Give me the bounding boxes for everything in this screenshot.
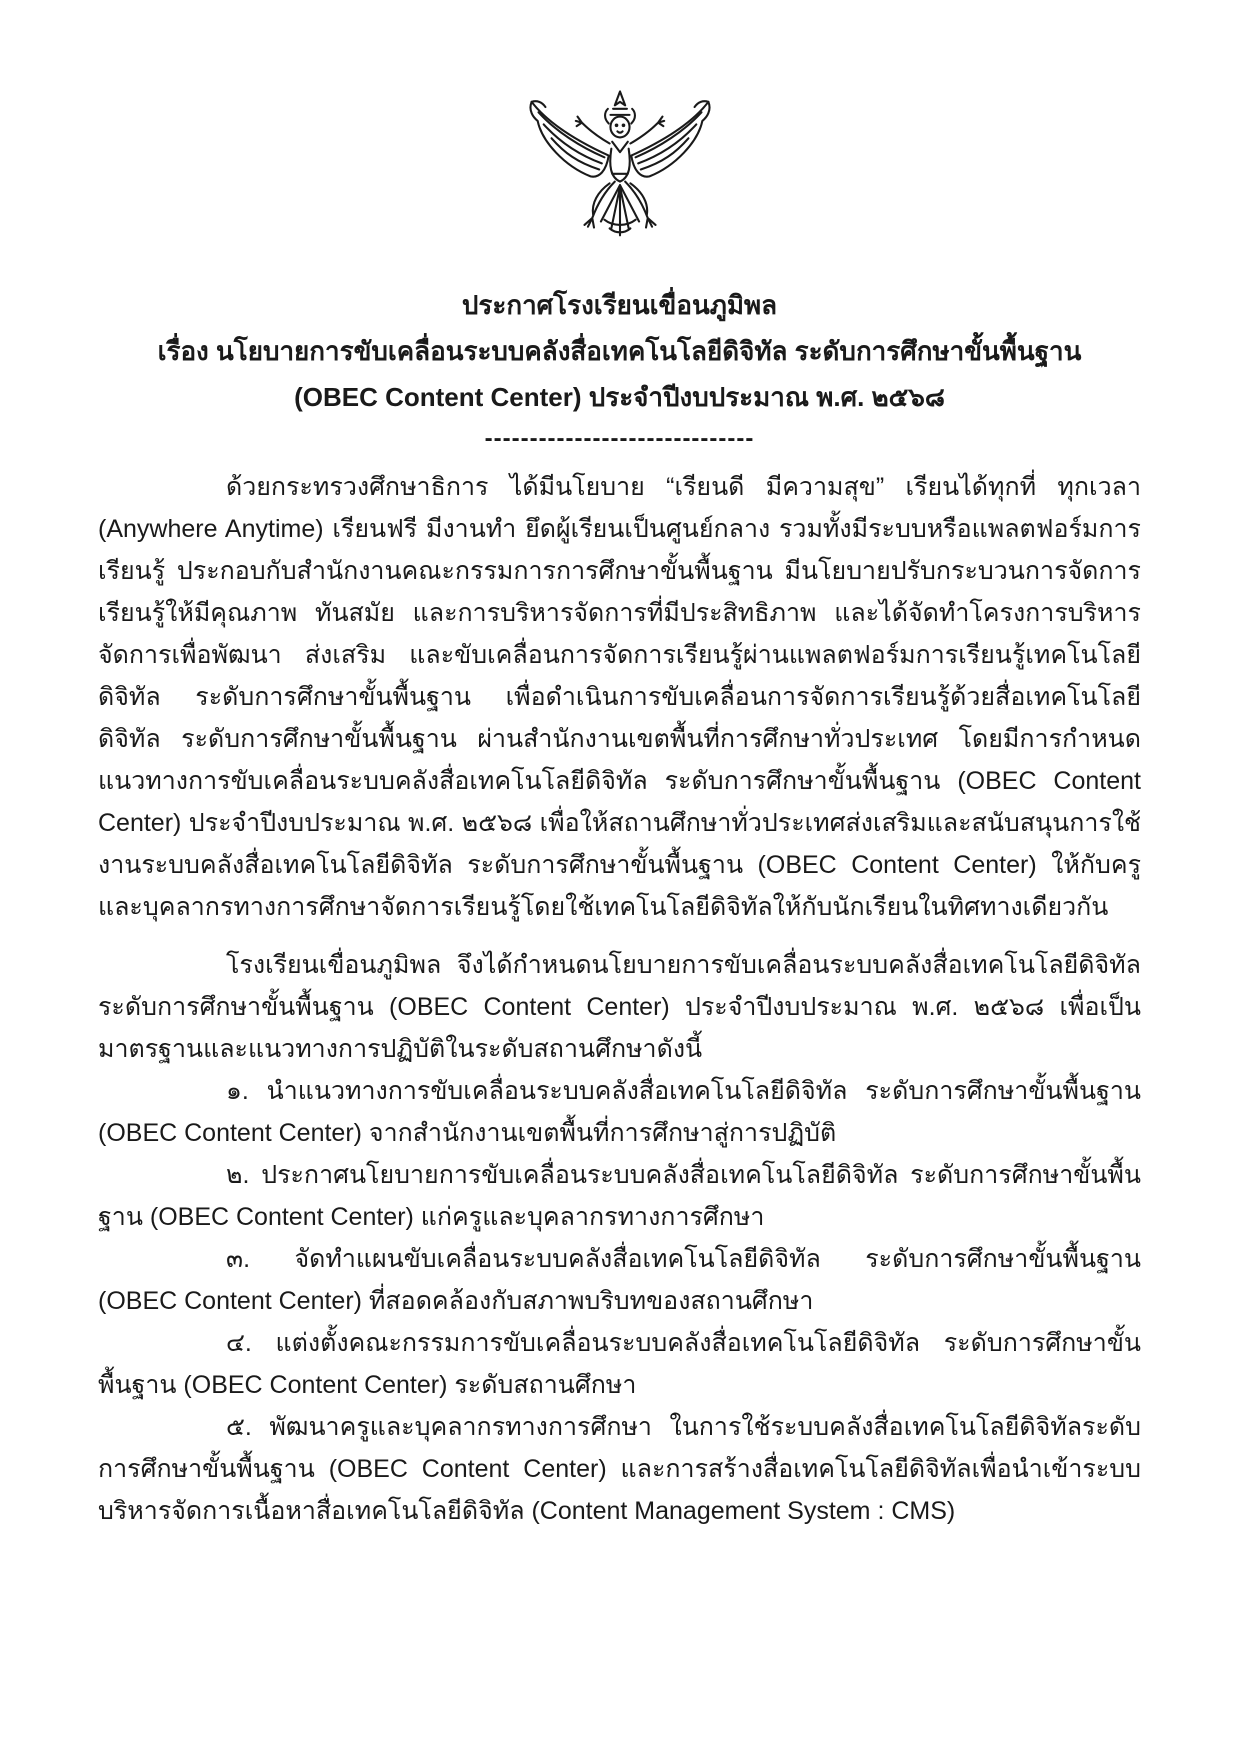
policy-item-3-text: จัดทำแผนขับเคลื่อนระบบคลังสื่อเทคโนโลยีดิจิทัล ระดับการศึกษาขั้นพื้นฐาน (OBEC Content Center) ที่สอดคล้องกับสภาพบริบทของสถานศึกษา	[98, 1245, 1141, 1315]
garuda-emblem-icon	[489, 88, 751, 270]
body-paragraph-2: โรงเรียนเขื่อนภูมิพล จึงได้กำหนดนโยบายการขับเคลื่อนระบบคลังสื่อเทคโนโลยีดิจิทัล ระดับการศึกษาขั้นพื้นฐาน (OBEC Content Center) ประจำปีงบประมาณ พ.ศ. ๒๕๖๘ เพื่อเป็นมาตรฐานและแนวทางการปฏิบัติในระดับสถานศึกษาดังนี้	[98, 951, 1141, 1063]
policy-item-5-text: พัฒนาครูและบุคลากรทางการศึกษา ในการใช้ระบบคลังสื่อเทคโนโลยีดิจิทัลระดับการศึกษาขั้นพื้นฐาน (OBEC Content Center) และการสร้างสื่อเทคโนโลยีดิจิทัลเพื่อนำเข้าระบบบริหารจัดการเนื้อหาสื่อเทคโนโลยีดิจิทัล (Content Management System : CMS)	[98, 1413, 1141, 1525]
policy-item-4-number: ๔.	[226, 1329, 252, 1357]
policy-item-2-number: ๒.	[226, 1161, 250, 1189]
document-title-line-2: เรื่อง นโยบายการขับเคลื่อนระบบคลังสื่อเทคโนโลยีดิจิทัล ระดับการศึกษาขั้นพื้นฐาน	[157, 336, 1082, 366]
policy-item-5-number: ๕.	[226, 1413, 252, 1441]
policy-item-2	[98, 1154, 1141, 1238]
document-title-line-1: ประกาศโรงเรียนเขื่อนภูมิพล	[461, 290, 778, 320]
policy-item-4	[98, 1322, 1141, 1406]
policy-item-2-text: ประกาศนโยบายการขับเคลื่อนระบบคลังสื่อเทคโนโลยีดิจิทัล ระดับการศึกษาขั้นพื้นฐาน (OBEC Content Center) แก่ครูและบุคลากรทางการศึกษา	[98, 1161, 1141, 1231]
policy-item-5	[98, 1406, 1141, 1532]
emblem-container	[98, 0, 1141, 270]
policy-item-3	[98, 1238, 1141, 1322]
body-paragraph-1: ด้วยกระทรวงศึกษาธิการ ได้มีนโยบาย “เรียนดี มีความสุข” เรียนได้ทุกที่ ทุกเวลา (Anywhere Anytime) เรียนฟรี มีงานทำ ยึดผู้เรียนเป็นศูนย์กลาง รวมทั้งมีระบบหรือแพลตฟอร์มการเรียนรู้ ประกอบกับสำนักงานคณะกรรมการการศึกษาขั้นพื้นฐาน มีนโยบายปรับกระบวนการจัดการเรียนรู้ให้มีคุณภาพ ทันสมัย และการบริหารจัดการที่มีประสิทธิภาพ และได้จัดทำโครงการบริหารจัดการเพื่อพัฒนา ส่งเสริม และขับเคลื่อนการจัดการเรียนรู้ผ่านแพลตฟอร์มการเรียนรู้เทคโนโลยีดิจิทัล ระดับการศึกษาขั้นพื้นฐาน เพื่อดำเนินการขับเคลื่อนการจัดการเรียนรู้ด้วยสื่อเทคโนโลยีดิจิทัล ระดับการศึกษาขั้นพื้นฐาน ผ่านสำนักงานเขตพื้นที่การศึกษาทั่วประเทศ โดยมีการกำหนดแนวทางการขับเคลื่อนระบบคลังสื่อเทคโนโลยีดิจิทัล ระดับการศึกษาขั้นพื้นฐาน (OBEC Content Center) ประจำปีงบประมาณ พ.ศ. ๒๕๖๘ เพื่อให้สถานศึกษาทั่วประเทศส่งเสริมและสนับสนุนการใช้งานระบบคลังสื่อเทคโนโลยีดิจิทัล ระดับการศึกษาขั้นพื้นฐาน (OBEC Content Center) ให้กับครูและบุคลากรทางการศึกษาจัดการเรียนรู้โดยใช้เทคโนโลยีดิจิทัลให้กับนักเรียนในทิศทางเดียวกัน	[98, 473, 1141, 921]
policy-item-3-number: ๓.	[226, 1245, 251, 1273]
policy-item-4-text: แต่งตั้งคณะกรรมการขับเคลื่อนระบบคลังสื่อเทคโนโลยีดิจิทัล ระดับการศึกษาขั้นพื้นฐาน (OBEC Content Center) ระดับสถานศึกษา	[98, 1329, 1142, 1399]
policy-item-1-text: นำแนวทางการขับเคลื่อนระบบคลังสื่อเทคโนโลยีดิจิทัล ระดับการศึกษาขั้นพื้นฐาน (OBEC Content Center) จากสำนักงานเขตพื้นที่การศึกษาสู่การปฏิบัติ	[98, 1077, 1142, 1147]
policy-item-1-number: ๑.	[226, 1077, 249, 1105]
document-body	[98, 466, 1141, 1532]
title-separator: ------------------------------	[484, 425, 755, 452]
title-block	[98, 282, 1141, 456]
document-title-line-3: (OBEC Content Center) ประจำปีงบประมาณ พ.ศ. ๒๕๖๘	[294, 382, 945, 412]
policy-item-1	[98, 1070, 1141, 1154]
